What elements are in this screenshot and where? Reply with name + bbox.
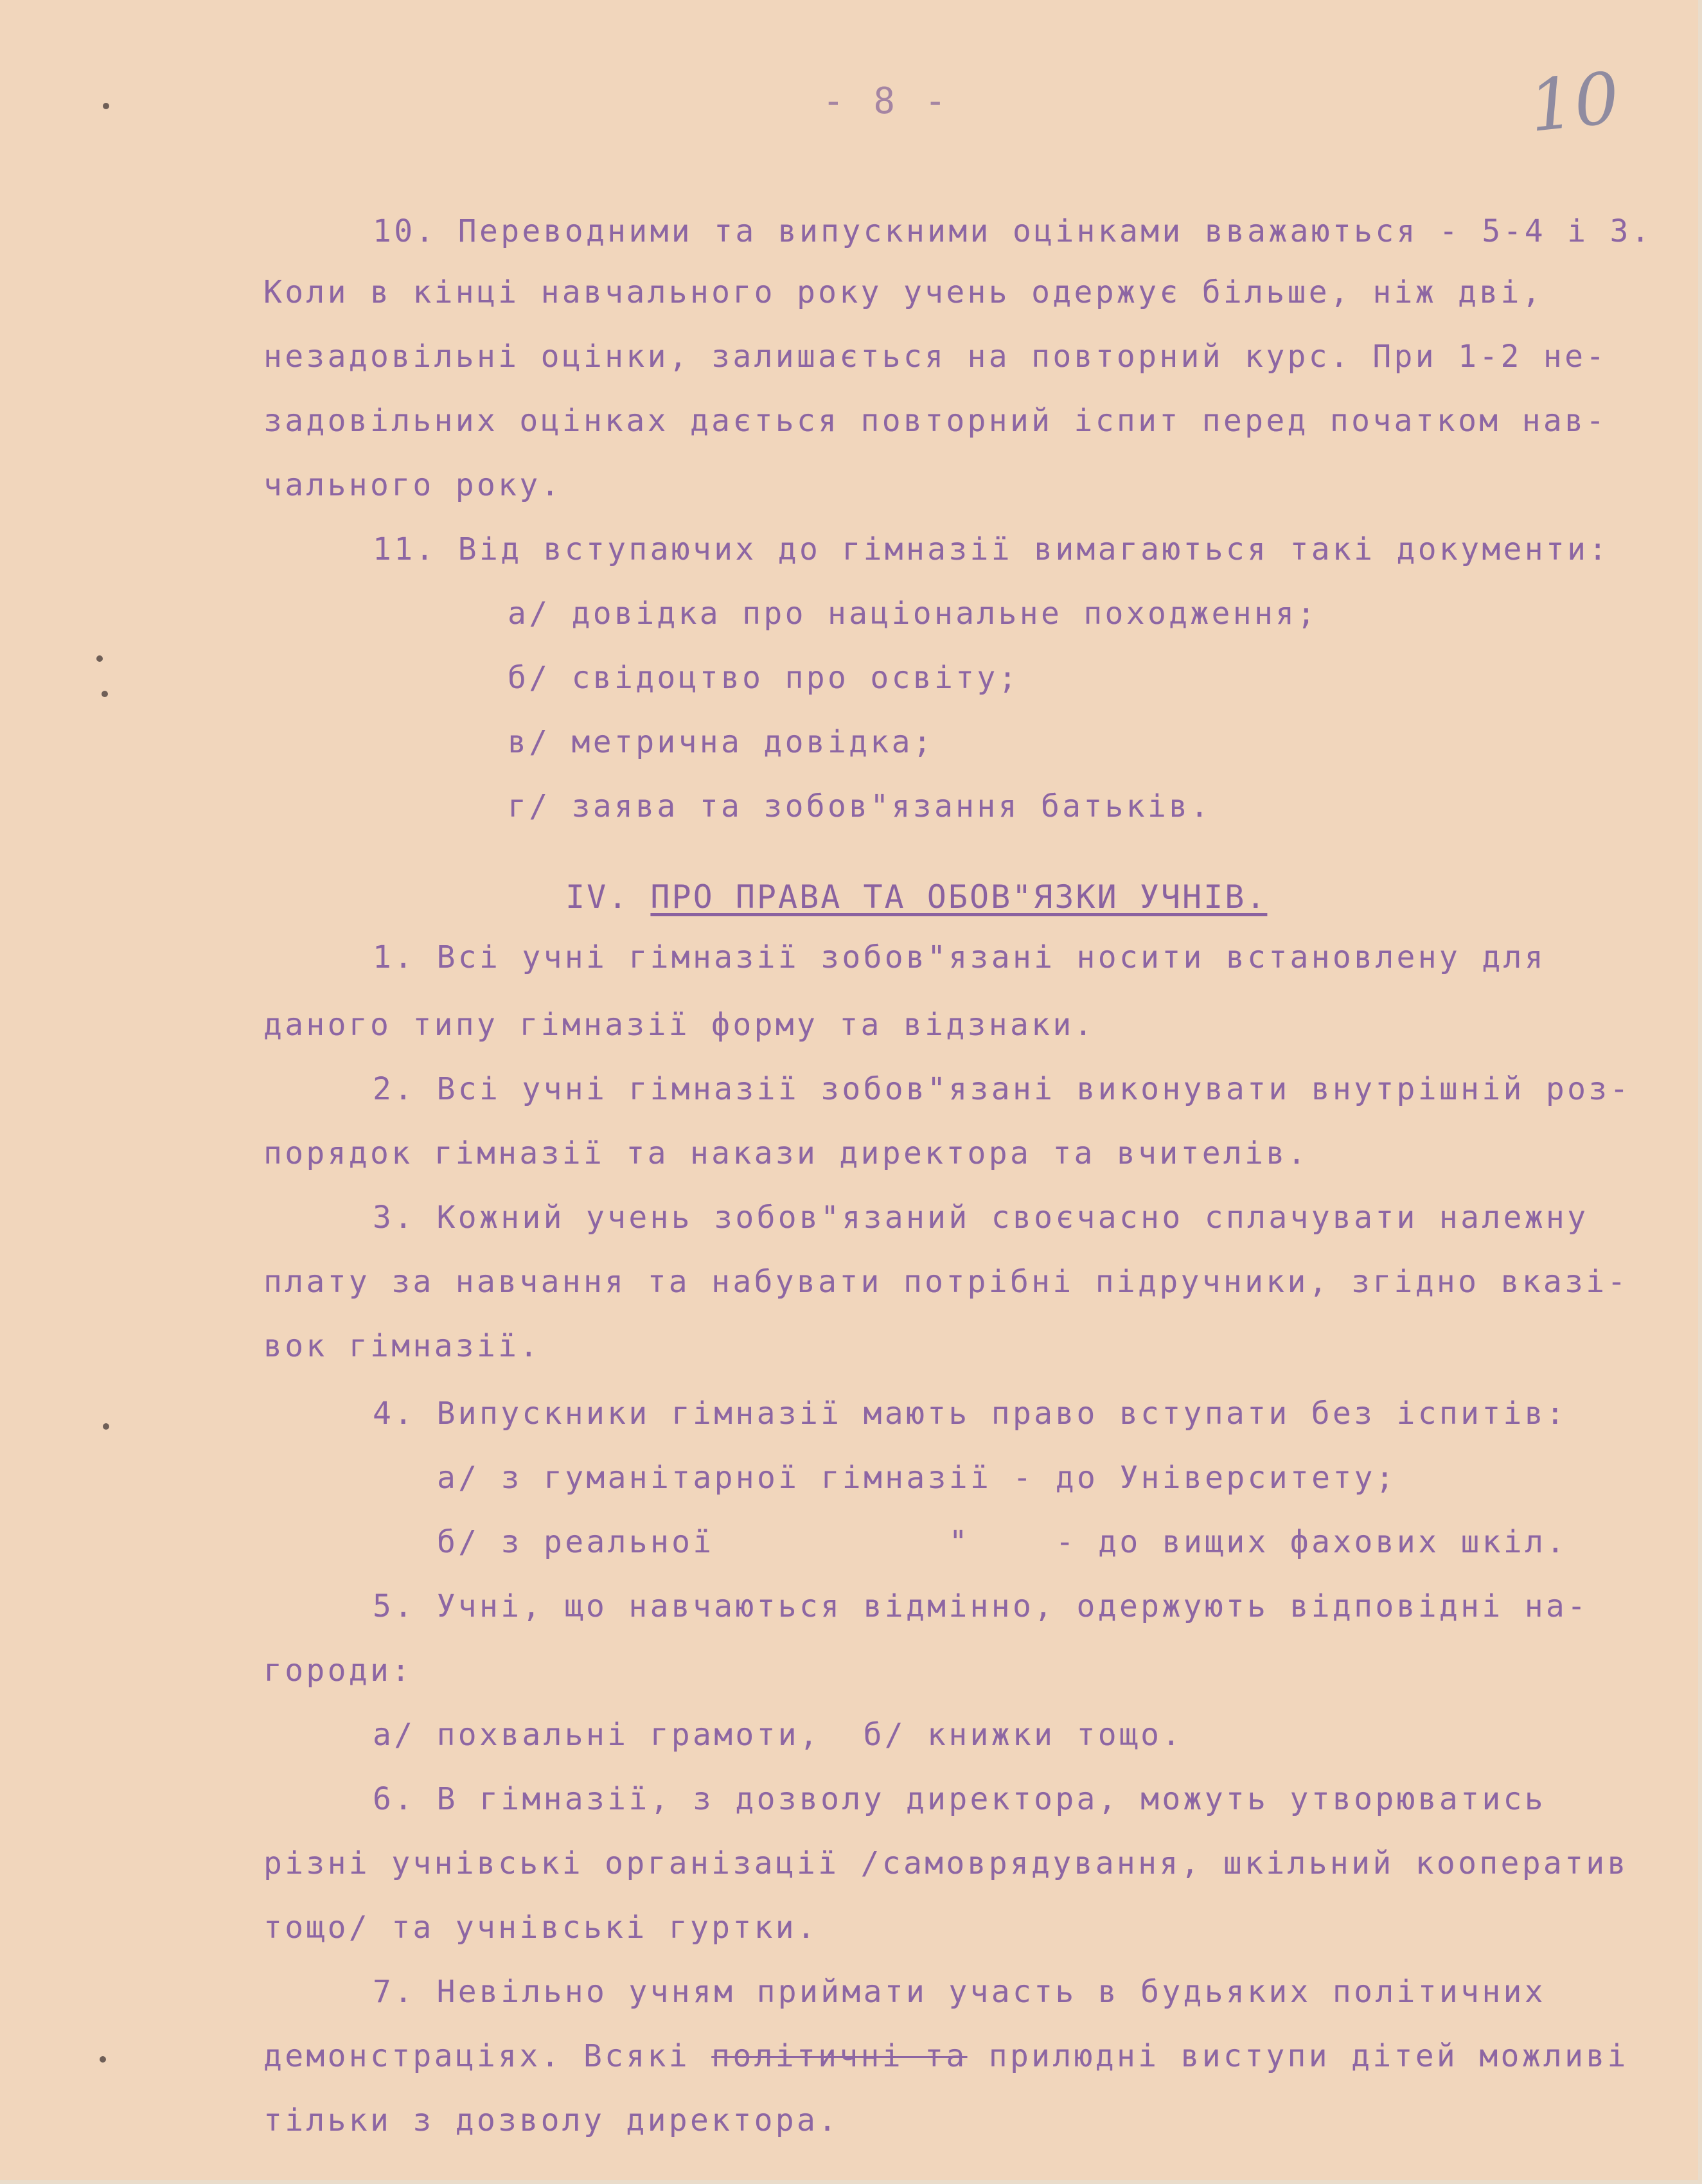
text-line: Коли в кінці навчального року учень одержує більше, ніж дві,: [263, 274, 1543, 310]
text-line: 7. Невільно учням приймати участь в будьяких політичних: [373, 1974, 1546, 2010]
list-item: б/ з реальної " - до вищих фахових шкіл.: [437, 1524, 1568, 1560]
list-item: в/ метрична довідка;: [508, 724, 934, 760]
binding-hole: [103, 103, 109, 109]
text-line: 6. В гімназії, з дозволу директора, можуть утворюватись: [373, 1781, 1546, 1817]
binding-hole: [102, 691, 108, 697]
binding-hole: [96, 655, 103, 662]
list-item: г/ заява та зобов"язання батьків.: [508, 788, 1212, 824]
page-number: - 8 -: [822, 80, 950, 122]
text-line: незадовільні оцінки, залишається на повторний курс. При 1-2 не-: [263, 339, 1608, 375]
section-title: ПРО ПРАВА ТА ОБОВ"ЯЗКИ УЧНІВ.: [650, 878, 1268, 916]
text-line: різні учнівські організації /самоврядування, шкільний кооператив: [263, 1845, 1629, 1881]
list-item: а/ з гуманітарної гімназії - до Університету;: [437, 1460, 1397, 1496]
text-line: тощо/ та учнівські гуртки.: [263, 1910, 819, 1946]
text-line: 4. Випускники гімназії мають право вступати без іспитів:: [373, 1396, 1568, 1432]
text-line: задовільних оцінках дається повторний іспит перед початком нав-: [263, 403, 1608, 439]
text-line: порядок гімназії та накази директора та вчителів.: [263, 1135, 1309, 1171]
line-start: демонстраціях. Всякі: [263, 2038, 690, 2074]
text-line: чального року.: [263, 467, 562, 503]
struck-text: політичні та: [711, 2038, 968, 2074]
text-line: городи:: [263, 1653, 413, 1689]
binding-hole: [103, 1423, 109, 1430]
text-line: 1. Всі учні гімназії зобов"язані носити встановлену для: [373, 939, 1546, 975]
section-heading: [565, 877, 1267, 917]
list-item: а/ довідка про національне походження;: [508, 596, 1318, 632]
text-line: 2. Всі учні гімназії зобов"язані виконувати внутрішній роз-: [373, 1071, 1631, 1107]
text-line: плату за навчання та набувати потрібні підручники, згідно вказі-: [263, 1264, 1629, 1300]
text-line: [263, 2037, 1629, 2075]
line-rest: прилюдні виступи дітей можливі: [988, 2038, 1629, 2074]
folio-number: 10: [1525, 57, 1624, 148]
text-line: даного типу гімназії форму та відзнаки.: [263, 1007, 1095, 1043]
text-line: вок гімназії.: [263, 1328, 541, 1364]
binding-hole: [100, 2056, 106, 2063]
text-line: тільки з дозволу директора.: [263, 2102, 840, 2138]
list-item: а/ похвальні грамоти, б/ книжки тощо.: [373, 1717, 1183, 1753]
section-number: IV.: [565, 878, 630, 916]
text-line: 11. Від вступаючих до гімназії вимагаються такі документи:: [373, 531, 1610, 567]
text-line: 3. Кожний учень зобов"язаний своєчасно сплачувати належну: [373, 1200, 1589, 1236]
text-line: 10. Переводними та випускними оцінками вважаються - 5-4 і 3.: [373, 213, 1653, 249]
text-line: 5. Учні, що навчаються відмінно, одержують відповідні на-: [373, 1588, 1589, 1624]
list-item: б/ свідоцтво про освіту;: [508, 660, 1020, 696]
